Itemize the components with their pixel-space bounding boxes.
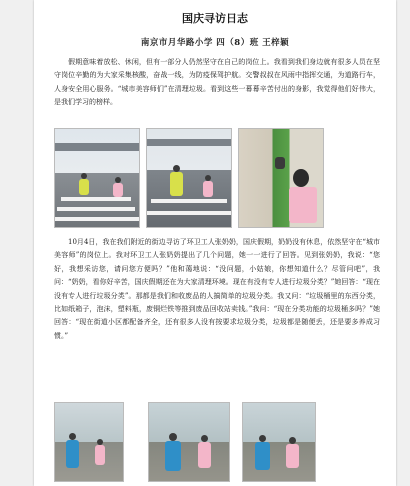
- sanitation-worker-interview-photo-3: [242, 402, 316, 482]
- girl-jacket: [198, 442, 211, 468]
- person-head: [69, 433, 76, 440]
- author-line: 南京市月华路小学 四（8）班 王梓颖: [140, 38, 290, 48]
- window-sample: [275, 157, 285, 169]
- crosswalk-stripe: [151, 199, 227, 203]
- worker-uniform: [255, 442, 270, 470]
- page-title: 国庆寻访日志: [182, 12, 248, 25]
- paragraph-intro: 假期意味着放松、休闲，但有一部分人仍然坚守在自己的岗位上。我看到我们身边就有很多人员在坚守岗位辛勤的为大家采集核酸，奋战一线，为防疫保驾护航。交警叔叔在风雨中指挥交通，为道路行车，人身安全用心服务。“城市美容师们”在清理垃圾。看到这些一幕幕辛苦付出的身影，我觉得他们好伟大，是我们学习的榜样。: [54, 58, 380, 107]
- girl-jacket: [113, 183, 123, 197]
- sanitation-worker-interview-photo-2: [148, 402, 230, 482]
- worker-uniform: [66, 440, 79, 468]
- girl-jacket: [289, 187, 317, 223]
- crosswalk-stripe: [57, 207, 135, 211]
- girl-jacket: [95, 445, 105, 465]
- girl-jacket: [203, 181, 213, 197]
- officer-vest: [170, 172, 183, 196]
- person-head: [289, 437, 296, 444]
- overpass: [147, 139, 231, 146]
- traffic-officer-photo: [146, 128, 232, 228]
- document-page: [34, 0, 396, 486]
- person-head: [173, 165, 180, 172]
- sanitation-worker-interview-photo-1: [54, 402, 124, 482]
- crosswalk-stripe: [147, 211, 231, 215]
- person-head: [293, 169, 309, 187]
- crosswalk-stripe: [55, 217, 139, 221]
- girl-jacket: [286, 444, 299, 468]
- crosswalk-stripe: [61, 197, 131, 201]
- person-head: [259, 435, 266, 442]
- person-head: [201, 435, 208, 442]
- traffic-guard-photo: [54, 128, 140, 228]
- guard-vest: [79, 179, 89, 195]
- worker-uniform: [165, 441, 181, 471]
- nucleic-acid-test-photo: [238, 128, 324, 228]
- person-head: [169, 433, 177, 441]
- overpass: [55, 143, 139, 151]
- paragraph-interview: 10月4日，我在我们附近的街边寻访了环卫工人张奶奶，国庆假期，奶奶没有休息，依然坚守在“城市美容师”的岗位上。我对环卫工人张奶奶提出了几个问题，她一一进行了回答。见到张奶奶，我说：“您好，我想采访您，请问您方便吗？”他和蔼地说：“没问题，小姑娘，你想知道什么？尽管问吧”，我问：“奶奶，看你好辛苦，国庆假期还在为大家清理环境。现在有没有专人进行垃圾分类？”她回答：“现在没有专人进行垃圾分类”。那都是我们和收废品的人搞简单的垃圾分类。我又问：“垃圾桶里的东西分类，比如纸箱子，泡沫，塑料瓶，废铜烂铁等推到废品回收站卖钱。”我问：“现在分类功能的垃圾桶多吗？”她回答：“现在街道小区都配备齐全，还有很多人没有按要求垃圾分类，垃圾都是随便丢，还是要多养成习惯。”: [54, 238, 380, 340]
